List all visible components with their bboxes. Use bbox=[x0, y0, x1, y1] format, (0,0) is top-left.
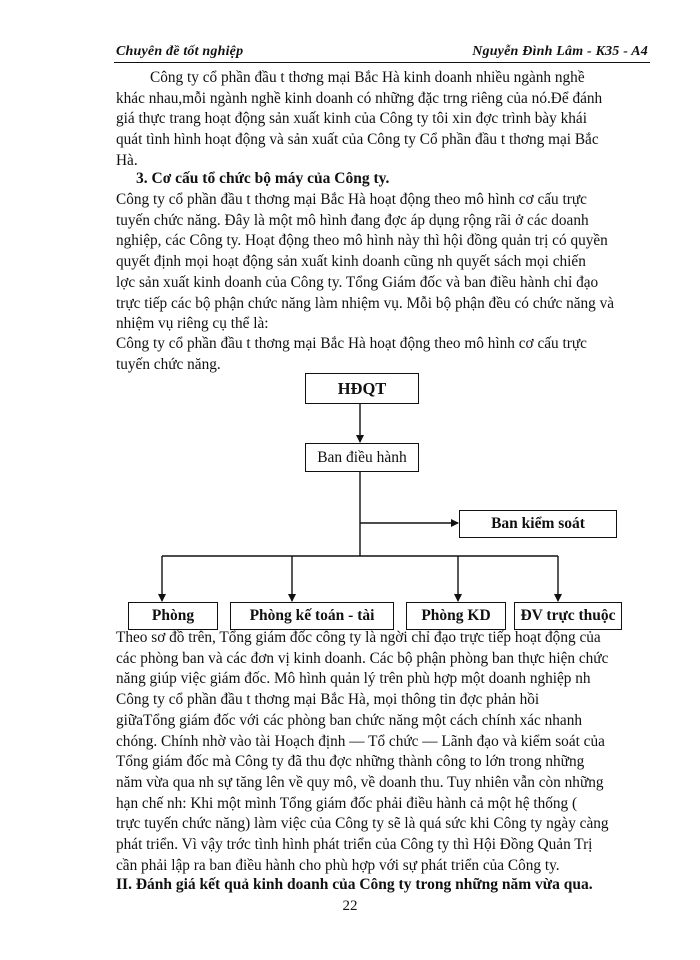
text-line: nghiệp, các Công ty. Hoạt động theo mô hình này thì hội đồng quản trị có quyền bbox=[116, 232, 608, 250]
text-line: cần phải lập ra ban điều hành cho phù hợp với sự phát triển của Công ty. bbox=[116, 856, 560, 874]
text-line: quát tình hình hoạt động và sản xuất của Công ty Cổ phần đầu t thơng mại Bắc bbox=[116, 131, 599, 149]
text-line: Tổng giám đốc mà Công ty đã thu đợc những thành công to lớn trong những bbox=[116, 753, 585, 771]
text-line: nhiệm vụ riêng cụ thể là: bbox=[116, 315, 269, 333]
text-line: Công ty cổ phần đầu t thơng mại Bắc Hà kinh doanh nhiều ngành nghề bbox=[150, 69, 585, 86]
text-line: chóng. Chính nhờ vào tài Hoạch định — Tổ chức — Lãnh đạo và kiểm soát của bbox=[116, 732, 605, 750]
org-box-hdqt: HĐQT bbox=[305, 373, 419, 404]
section-heading-2: II. Đánh giá kết quả kinh doanh của Công ty trong những năm vừa qua. bbox=[116, 876, 593, 893]
text-line: khác nhau,mỗi ngành nghề kinh doanh có những đặc trng riêng của nó.Để đánh bbox=[116, 89, 603, 107]
org-box-dept-3: Phòng KD bbox=[406, 602, 506, 630]
text-line: hạn chế nh: Khi một mình Tổng giám đốc phải điều hành cả một hệ thống ( bbox=[116, 794, 578, 812]
org-box-control: Ban kiểm soát bbox=[459, 510, 617, 538]
section-heading: 3. Cơ cấu tổ chức bộ máy của Công ty. bbox=[136, 170, 390, 187]
text-line: trực tuyến chức năng) làm việc của Công ty sẽ là quá sức khi Công ty ngày càng bbox=[116, 815, 609, 833]
text-line: năm vừa qua nh sự tăng lên về quy mô, về doanh thu. Tuy nhiên vẫn còn những bbox=[116, 773, 604, 791]
org-box-dept-2: Phòng kế toán - tài bbox=[230, 602, 394, 630]
text-line: năng giúp việc giám đốc. Mô hình quản lý trên phù hợp một doanh nghiệp nh bbox=[116, 670, 591, 688]
text-line: Công ty cổ phần đầu t thơng mại Bắc Hà, mọi thông tin đợc phản hồi bbox=[116, 691, 540, 709]
text-line: giữaTổng giám đốc với các phòng ban chức năng một cách chính xác nhanh bbox=[116, 711, 583, 729]
text-line: Công ty cổ phần đầu t thơng mại Bắc Hà hoạt động theo mô hình cơ cấu trực bbox=[116, 335, 587, 352]
text-line: trực tiếp các bộ phận chức năng làm nhiệm vụ. Mỗi bộ phận đều có chức năng và bbox=[116, 294, 615, 312]
text-line: Hà. bbox=[116, 151, 138, 169]
page-number: 22 bbox=[342, 898, 358, 914]
text-line: tuyến chức năng. bbox=[116, 355, 221, 373]
text-line: giá thực trang hoạt động sản xuất kinh của Công ty tôi xin đợc trình bày khái bbox=[116, 110, 587, 128]
header-left: Chuyên đề tốt nghiệp bbox=[116, 44, 244, 59]
org-box-executive: Ban điều hành bbox=[305, 443, 419, 472]
header-right: Nguyễn Đình Lâm - K35 - A4 bbox=[472, 44, 648, 59]
text-line: tuyến chức năng. Đây là một mô hình đang đợc áp dụng rộng rãi ở các doanh bbox=[116, 211, 589, 229]
org-box-dept-4: ĐV trực thuộc bbox=[514, 602, 622, 630]
paragraph-analysis bbox=[116, 628, 636, 876]
text-line: Theo sơ đồ trên, Tổng giám đốc công ty là ngời chỉ đạo trực tiếp hoạt động của bbox=[116, 629, 601, 646]
text-line: quyết định mọi hoạt động sản xuất kinh doanh cũng nh quyết sách mọi chiến bbox=[116, 253, 586, 271]
text-line: các phòng ban và các đơn vị kinh doanh. Các bộ phận phòng ban thực hiện chức bbox=[116, 649, 609, 667]
text-line: lợc sản xuất kinh doanh của Công ty. Tổng Giám đốc và ban điều hành chỉ đạo bbox=[116, 273, 599, 291]
org-box-dept-1: Phòng bbox=[128, 602, 218, 630]
text-line: Công ty cổ phần đầu t thơng mại Bắc Hà hoạt động theo mô hình cơ cấu trực bbox=[116, 191, 587, 208]
text-line: phát triển. Vì vậy trớc tình hình phát triển của Công ty thì Hội Đồng Quản Trị bbox=[116, 836, 593, 854]
